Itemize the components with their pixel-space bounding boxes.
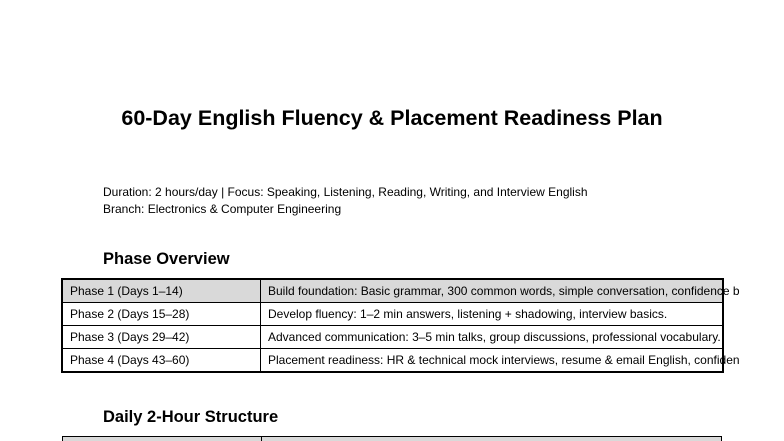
document-title: 60-Day English Fluency & Placement Readiness Plan (121, 106, 663, 130)
document-meta (103, 184, 588, 217)
phase-cell: Phase 1 (Days 1–14) (63, 280, 261, 303)
table-column-divider (261, 437, 262, 441)
phase-overview-heading: Phase Overview (103, 250, 230, 268)
phase-description-cell: Develop fluency: 1–2 min answers, listening + shadowing, interview basics. (261, 303, 723, 326)
phase-cell: Phase 4 (Days 43–60) (63, 349, 261, 372)
phase-cell: Phase 3 (Days 29–42) (63, 326, 261, 349)
phase-cell: Phase 2 (Days 15–28) (63, 303, 261, 326)
phase-description-cell: Advanced communication: 3–5 min talks, group discussions, professional vocabulary. (261, 326, 723, 349)
daily-structure-table (62, 436, 722, 441)
table-row (63, 326, 723, 349)
table-row (63, 303, 723, 326)
phase-description-cell: Placement readiness: HR & technical mock interviews, resume & email English, confiden (261, 349, 723, 372)
duration-line: Duration: 2 hours/day | Focus: Speaking, Listening, Reading, Writing, and Interview English (103, 185, 588, 199)
phase-overview-table (62, 279, 740, 372)
branch-line: Branch: Electronics & Computer Engineering (103, 201, 342, 216)
table-row (63, 349, 723, 372)
daily-structure-heading: Daily 2-Hour Structure (103, 408, 279, 426)
table-row (63, 280, 723, 303)
phase-description-cell: Build foundation: Basic grammar, 300 common words, simple conversation, confidence b (261, 280, 723, 303)
